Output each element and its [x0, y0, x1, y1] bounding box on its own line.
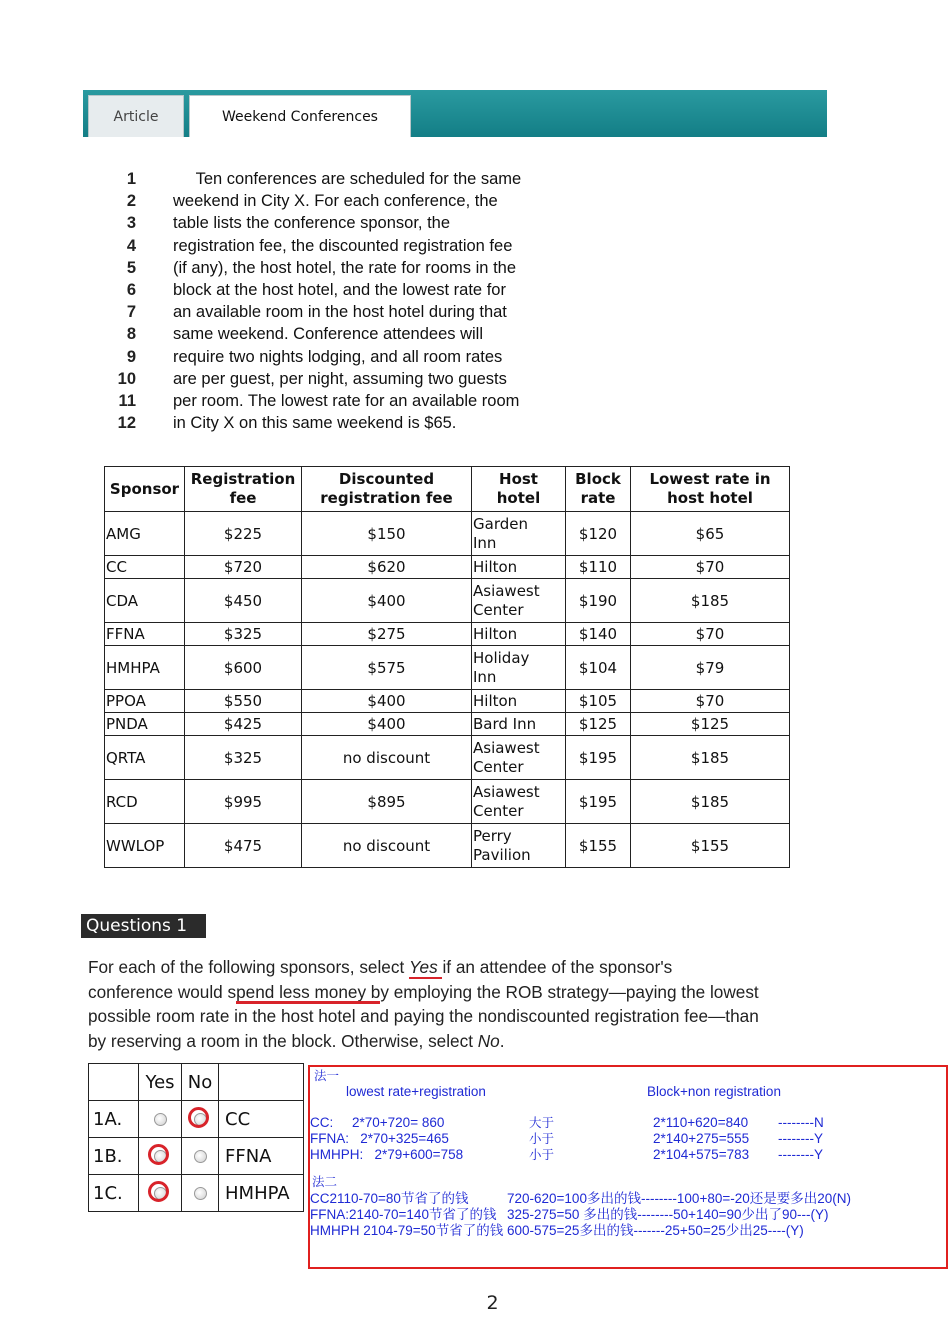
radio-yes[interactable] — [154, 1113, 167, 1126]
no-emphasis: No — [477, 1030, 500, 1051]
tab-article[interactable]: Article — [88, 95, 184, 137]
method-one-calc-left: HMHPH: 2*79+600=758 — [310, 1147, 464, 1162]
hotel-name-line: Inn — [473, 533, 497, 552]
blank-cell — [89, 1064, 139, 1101]
answer-cell-no — [182, 1138, 219, 1175]
method-one-title: 法一 — [314, 1068, 340, 1083]
passage-line — [110, 257, 521, 279]
cell-lowest-rate: $79 — [631, 646, 790, 690]
method-two-title: 法二 — [312, 1174, 338, 1189]
table-row — [105, 780, 790, 824]
hotel-name-line: Asiawest — [473, 782, 540, 801]
col-header-sponsor: Sponsor — [105, 467, 185, 512]
answer-header-row — [89, 1064, 304, 1101]
method-one-left-heading: lowest rate+registration — [346, 1084, 486, 1099]
cell-discounted-fee: $275 — [302, 623, 472, 646]
cell-sponsor: CDA — [105, 579, 185, 623]
question-label: 1A. — [89, 1101, 139, 1138]
no-header: No — [182, 1064, 219, 1101]
passage-line — [110, 346, 521, 368]
question-text: possible room rate in the host hotel and paying the nondiscounted registration fee—than — [88, 1006, 759, 1026]
cell-host-hotel — [472, 579, 566, 623]
question-text: y employing the ROB strategy—paying the lowest — [380, 981, 759, 1002]
table-row — [105, 690, 790, 713]
line-number: 5 — [126, 258, 136, 277]
table-row — [105, 824, 790, 868]
cell-discounted-fee: $400 — [302, 579, 472, 623]
table-header-row — [105, 467, 790, 512]
cell-discounted-fee: $620 — [302, 556, 472, 579]
passage-line — [110, 212, 521, 234]
cell-discounted-fee: $150 — [302, 512, 472, 556]
cell-host-hotel — [472, 556, 566, 579]
cell-registration-fee: $475 — [185, 824, 302, 868]
method-two-extra: 720-620=100多出的钱--------100+80=-20还是要多出20(N) — [507, 1191, 851, 1206]
cell-registration-fee: $325 — [185, 623, 302, 646]
cell-lowest-rate: $65 — [631, 512, 790, 556]
table-row — [105, 623, 790, 646]
passage-text: in City X on this same weekend is $65. — [173, 414, 457, 433]
col-header-host-hotel: Host hotel — [472, 467, 566, 512]
method-one-calc-right: 2*140+275=555 — [653, 1131, 750, 1146]
cell-block-rate: $140 — [566, 623, 631, 646]
cell-discounted-fee: $400 — [302, 713, 472, 736]
line-number: 7 — [126, 303, 136, 322]
col-header-lowest-rate: Lowest rate in host hotel — [631, 467, 790, 512]
cell-block-rate: $105 — [566, 690, 631, 713]
passage-text: Ten conferences are scheduled for the same — [173, 170, 522, 188]
cell-registration-fee: $995 — [185, 780, 302, 824]
cell-host-hotel — [472, 713, 566, 736]
questions-header: Questions 1 — [81, 914, 206, 938]
line-number: 1 — [126, 170, 136, 188]
question-text: . — [499, 1030, 505, 1051]
cell-block-rate: $120 — [566, 512, 631, 556]
method-one-calc-right: 2*110+620=840 — [653, 1115, 749, 1130]
cell-sponsor: QRTA — [105, 736, 185, 780]
cell-discounted-fee: no discount — [302, 824, 472, 868]
answer-row — [89, 1175, 304, 1212]
question-text: by reserving a room in the block. Otherwise, select — [88, 1030, 478, 1051]
line-number: 10 — [117, 369, 136, 388]
cell-block-rate: $104 — [566, 646, 631, 690]
hotel-name-line: Bard Inn — [473, 714, 537, 733]
radio-no[interactable] — [194, 1187, 207, 1200]
hotel-name-line: Pavilion — [473, 845, 531, 864]
cell-lowest-rate: $185 — [631, 579, 790, 623]
question-label: 1C. — [89, 1175, 139, 1212]
cell-host-hotel — [472, 623, 566, 646]
yes-emphasis: Yes — [409, 957, 443, 977]
line-number: 9 — [126, 347, 136, 366]
hotel-name-line: Asiawest — [473, 581, 540, 600]
article-passage — [110, 168, 521, 434]
question-prompt — [88, 955, 868, 1053]
cell-discounted-fee: $895 — [302, 780, 472, 824]
method-two-extra: 600-575=25多出的钱-------25+50=25少出25----(Y) — [507, 1223, 804, 1238]
tab-bar — [83, 90, 827, 137]
method-one-calc-result: --------N — [778, 1115, 824, 1130]
solution-notes-box — [308, 1065, 948, 1269]
hotel-name-line: Center — [473, 757, 524, 776]
cell-host-hotel — [472, 690, 566, 713]
passage-text: same weekend. Conference attendees will — [173, 325, 484, 344]
table-row — [105, 646, 790, 690]
table-row — [105, 512, 790, 556]
cell-host-hotel — [472, 646, 566, 690]
method-one-comparison: 小于 — [529, 1131, 555, 1146]
col-header-block-rate: Block rate — [566, 467, 631, 512]
radio-yes[interactable] — [154, 1150, 167, 1163]
cell-registration-fee: $225 — [185, 512, 302, 556]
sponsor-name: FFNA — [219, 1138, 304, 1175]
cell-registration-fee: $325 — [185, 736, 302, 780]
question-text: if an attendee of the sponsor's — [442, 957, 673, 977]
method-one-comparison: 小于 — [529, 1147, 555, 1162]
passage-text: are per guest, per night, assuming two guests — [173, 369, 507, 388]
answer-row — [89, 1101, 304, 1138]
passage-text: require two nights lodging, and all room rates — [173, 347, 503, 366]
radio-yes[interactable] — [154, 1187, 167, 1200]
col-header-discounted-fee: Discounted registration fee — [302, 467, 472, 512]
answer-cell-yes — [139, 1138, 182, 1175]
question-text: For each of the following sponsors, select — [88, 957, 409, 977]
underlined-phrase: pend less money b — [236, 981, 381, 1002]
sponsor-name: HMHPA — [219, 1175, 304, 1212]
method-one-calc-left: CC: 2*70+720= 860 — [310, 1115, 445, 1130]
cell-lowest-rate: $155 — [631, 824, 790, 868]
cell-sponsor: AMG — [105, 512, 185, 556]
hotel-name-line: Asiawest — [473, 738, 540, 757]
cell-block-rate: $190 — [566, 579, 631, 623]
passage-text: an available room in the host hotel during that — [173, 303, 507, 322]
cell-registration-fee: $720 — [185, 556, 302, 579]
hotel-name-line: Hilton — [473, 691, 518, 710]
method-two-saved: HMHPH 2104-79=50节省了的钱 — [310, 1223, 504, 1238]
cell-lowest-rate: $70 — [631, 690, 790, 713]
question-label: 1B. — [89, 1138, 139, 1175]
table-row — [105, 556, 790, 579]
cell-host-hotel — [472, 512, 566, 556]
cell-host-hotel — [472, 824, 566, 868]
method-two-extra: 325-275=50 多出的钱--------50+140=90少出了90---(Y) — [507, 1207, 829, 1222]
cell-lowest-rate: $185 — [631, 780, 790, 824]
cell-discounted-fee: no discount — [302, 736, 472, 780]
method-one-calc-right: 2*104+575=783 — [653, 1147, 750, 1162]
cell-block-rate: $155 — [566, 824, 631, 868]
passage-line — [110, 279, 521, 301]
line-number: 4 — [126, 236, 136, 255]
method-two-saved: FFNA:2140-70=140节省了的钱 — [310, 1207, 497, 1222]
conference-table — [104, 466, 790, 868]
question-text: conference would s — [88, 981, 237, 1002]
radio-no[interactable] — [194, 1150, 207, 1163]
cell-lowest-rate: $185 — [631, 736, 790, 780]
line-number: 6 — [126, 280, 136, 299]
passage-line — [110, 368, 521, 390]
line-number: 8 — [126, 325, 136, 344]
cell-registration-fee: $600 — [185, 646, 302, 690]
passage-line — [110, 301, 521, 323]
passage-line — [110, 390, 521, 412]
cell-registration-fee: $425 — [185, 713, 302, 736]
cell-block-rate: $110 — [566, 556, 631, 579]
tab-weekend-conferences[interactable]: Weekend Conferences — [189, 95, 411, 137]
passage-line — [110, 235, 521, 257]
method-two-saved: CC2110-70=80节省了的钱 — [310, 1191, 469, 1206]
line-number: 3 — [126, 214, 136, 233]
answer-row — [89, 1138, 304, 1175]
answer-cell-no — [182, 1101, 219, 1138]
page-number: 2 — [486, 1292, 499, 1314]
cell-sponsor: PNDA — [105, 713, 185, 736]
cell-sponsor: FFNA — [105, 623, 185, 646]
table-row — [105, 579, 790, 623]
cell-block-rate: $195 — [566, 780, 631, 824]
cell-host-hotel — [472, 780, 566, 824]
yes-header: Yes — [139, 1064, 182, 1101]
radio-no[interactable] — [194, 1113, 207, 1126]
hotel-name-line: Center — [473, 801, 524, 820]
method-one-comparison: 大于 — [529, 1115, 555, 1130]
cell-block-rate: $195 — [566, 736, 631, 780]
cell-lowest-rate: $70 — [631, 623, 790, 646]
blank-cell — [219, 1064, 304, 1101]
passage-line — [110, 168, 521, 190]
passage-text: per room. The lowest rate for an available room — [173, 391, 520, 410]
method-one-right-heading: Block+non registration — [647, 1084, 781, 1099]
cell-discounted-fee: $575 — [302, 646, 472, 690]
hotel-name-line: Inn — [473, 667, 497, 686]
cell-lowest-rate: $125 — [631, 713, 790, 736]
passage-line — [110, 190, 521, 212]
cell-sponsor: WWLOP — [105, 824, 185, 868]
table-row — [105, 736, 790, 780]
cell-lowest-rate: $70 — [631, 556, 790, 579]
cell-sponsor: CC — [105, 556, 185, 579]
line-number: 2 — [126, 192, 136, 211]
table-row — [105, 713, 790, 736]
hotel-name-line: Hilton — [473, 557, 518, 576]
cell-sponsor: HMHPA — [105, 646, 185, 690]
cell-sponsor: PPOA — [105, 690, 185, 713]
hotel-name-line: Perry — [473, 826, 512, 845]
method-one-calc-result: --------Y — [778, 1147, 823, 1162]
answer-cell-no — [182, 1175, 219, 1212]
line-number: 12 — [117, 414, 136, 433]
answer-cell-yes — [139, 1175, 182, 1212]
method-one-calc-result: --------Y — [778, 1131, 823, 1146]
method-one-calc-left: FFNA: 2*70+325=465 — [310, 1131, 449, 1146]
line-number: 11 — [118, 391, 136, 410]
passage-line — [110, 412, 521, 434]
passage-text: (if any), the host hotel, the rate for rooms in the — [173, 258, 517, 277]
sponsor-name: CC — [219, 1101, 304, 1138]
cell-discounted-fee: $400 — [302, 690, 472, 713]
col-header-registration-fee: Registration fee — [185, 467, 302, 512]
passage-line — [110, 323, 521, 345]
hotel-name-line: Garden — [473, 514, 528, 533]
cell-sponsor: RCD — [105, 780, 185, 824]
cell-block-rate: $125 — [566, 713, 631, 736]
answer-cell-yes — [139, 1101, 182, 1138]
cell-registration-fee: $550 — [185, 690, 302, 713]
hotel-name-line: Holiday — [473, 648, 530, 667]
cell-host-hotel — [472, 736, 566, 780]
hotel-name-line: Hilton — [473, 624, 518, 643]
cell-registration-fee: $450 — [185, 579, 302, 623]
passage-text: weekend in City X. For each conference, the — [173, 192, 498, 211]
passage-text: table lists the conference sponsor, the — [173, 214, 451, 233]
answer-table — [88, 1063, 304, 1212]
hotel-name-line: Center — [473, 600, 524, 619]
passage-text: registration fee, the discounted registration fee — [173, 236, 513, 255]
passage-text: block at the host hotel, and the lowest rate for — [173, 280, 506, 299]
